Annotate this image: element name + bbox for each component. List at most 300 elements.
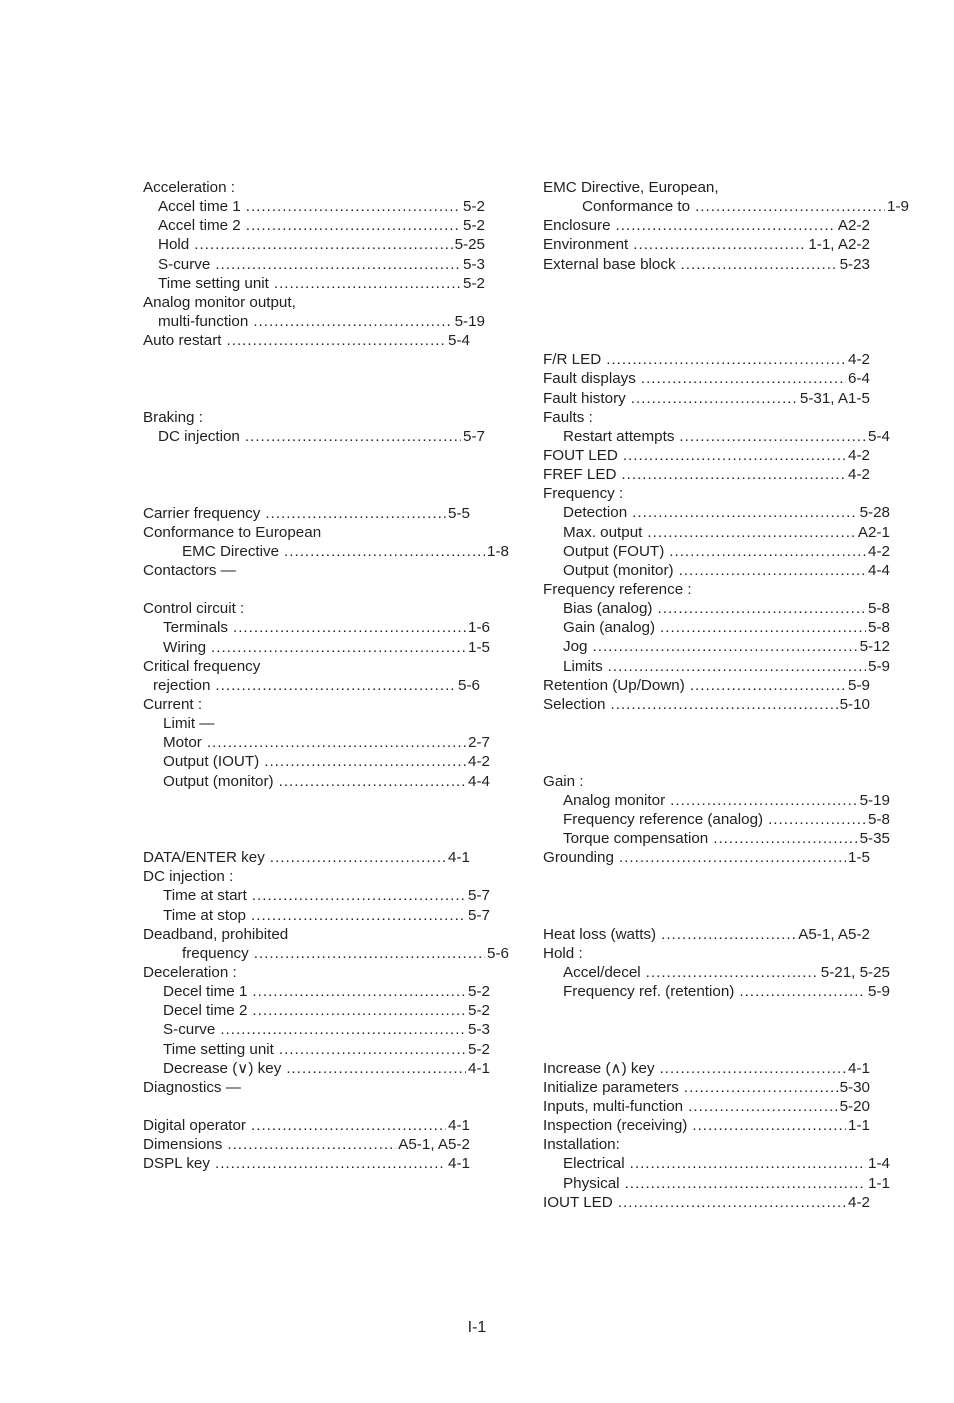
index-term: Wiring	[163, 638, 207, 656]
blank-line	[543, 331, 870, 350]
index-term: Decrease (∨) key	[163, 1059, 282, 1077]
page-reference: 5-8	[868, 810, 890, 828]
dot-leader	[695, 197, 885, 216]
dot-leader	[690, 676, 846, 695]
section-gap	[543, 1001, 870, 1059]
index-term: Deadband, prohibited	[143, 925, 289, 943]
index-entry	[143, 255, 485, 274]
index-term: Output (monitor)	[563, 561, 674, 579]
dot-leader	[768, 810, 866, 829]
index-entry	[543, 772, 870, 791]
index-entry	[543, 848, 870, 867]
dot-leader	[630, 1154, 866, 1173]
index-entry	[143, 695, 470, 714]
page-reference: 5-7	[468, 887, 490, 905]
index-term: DC injection :	[143, 868, 234, 886]
index-term: Carrier frequency	[143, 504, 261, 522]
index-entry	[543, 216, 870, 235]
page-reference: 4-1	[848, 1059, 870, 1077]
page-reference: 1-1	[848, 1117, 870, 1135]
dot-leader	[593, 637, 858, 656]
index-term: Accel/decel	[563, 964, 641, 981]
section-gap	[543, 714, 870, 772]
index-entry	[143, 504, 470, 523]
index-term: Accel time 2	[158, 217, 241, 235]
page-reference: 5-12	[859, 638, 890, 656]
index-entry	[143, 1078, 470, 1097]
index-entry	[543, 484, 870, 503]
section-gap	[543, 867, 870, 925]
index-entry	[143, 848, 470, 867]
index-entry	[543, 197, 909, 216]
index-term: Frequency reference :	[543, 581, 692, 599]
index-term: Frequency reference (analog)	[563, 810, 764, 828]
index-entry	[143, 982, 490, 1001]
page-reference: 2-7	[468, 734, 490, 752]
dot-leader	[253, 312, 452, 331]
page-reference: 5-35	[859, 829, 890, 847]
index-term: FOUT LED	[543, 447, 618, 465]
index-entry	[143, 408, 470, 427]
dot-leader	[660, 1059, 846, 1078]
page-reference: 4-1	[468, 1059, 490, 1077]
page-reference: 5-4	[868, 427, 890, 445]
index-term: Limit —	[163, 715, 215, 733]
page-reference: 5-7	[463, 427, 485, 445]
dot-leader	[608, 657, 866, 676]
index-term: Output (IOUT)	[163, 753, 260, 771]
index-term: Inspection (receiving)	[543, 1117, 688, 1135]
index-entry	[543, 982, 890, 1001]
index-entry	[543, 637, 890, 656]
index-entry	[543, 523, 890, 542]
index-term: Frequency ref. (retention)	[563, 983, 735, 1001]
dot-leader	[251, 906, 466, 925]
index-entry	[143, 561, 470, 580]
section-gap	[543, 274, 870, 332]
dot-leader	[692, 1116, 846, 1135]
page-reference: 4-2	[848, 351, 870, 369]
index-entry	[143, 216, 485, 235]
dot-leader	[215, 1154, 446, 1173]
page-reference: 5-9	[868, 983, 890, 1001]
dot-leader	[669, 542, 866, 561]
index-term: EMC Directive, European,	[543, 179, 719, 196]
index-term: Hold :	[543, 944, 583, 962]
index-term: Retention (Up/Down)	[543, 676, 685, 694]
page-reference: 5-25	[454, 236, 485, 254]
index-entry	[543, 580, 870, 599]
dot-leader	[713, 829, 857, 848]
index-entry	[143, 944, 509, 963]
page-reference: 1-6	[468, 619, 490, 637]
index-term: EMC Directive	[182, 542, 280, 560]
index-term: Increase (∧) key	[543, 1059, 655, 1077]
page-reference: 4-1	[448, 849, 470, 867]
index-entry	[543, 369, 870, 388]
index-entry	[543, 676, 870, 695]
index-term: Restart attempts	[563, 427, 675, 445]
index-entry	[543, 178, 870, 197]
index-entry	[543, 350, 870, 369]
page-reference: 5-9	[848, 676, 870, 694]
dot-leader	[265, 504, 446, 523]
index-entry	[543, 963, 890, 982]
page-reference: A5-1, A5-2	[798, 925, 870, 943]
page-reference: 5-8	[868, 619, 890, 637]
index-term: multi-function	[158, 312, 249, 330]
dot-leader	[633, 235, 806, 254]
dot-leader	[625, 1174, 866, 1193]
section-gap	[143, 791, 470, 849]
index-entry	[543, 503, 890, 522]
index-term: Faults :	[543, 408, 593, 426]
index-term: Environment	[543, 236, 629, 254]
index-entry	[143, 867, 470, 886]
page-reference: 1-8	[487, 542, 509, 560]
index-entry	[143, 1135, 470, 1154]
index-term: Physical	[563, 1174, 620, 1192]
dot-leader	[670, 791, 857, 810]
page-reference: 5-6	[458, 676, 480, 694]
index-entry	[143, 733, 490, 752]
index-entry	[543, 561, 890, 580]
index-entry	[543, 1174, 890, 1193]
index-entry	[143, 1040, 490, 1059]
index-entry	[543, 657, 890, 676]
index-entry	[143, 274, 485, 293]
dot-leader	[679, 561, 866, 580]
dot-leader	[631, 389, 798, 408]
page-reference: 5-3	[468, 1021, 490, 1039]
index-term: Frequency :	[543, 485, 624, 503]
dot-leader	[233, 618, 466, 637]
page-reference: 6-4	[848, 370, 870, 388]
page-number: I-1	[467, 1319, 487, 1336]
page-reference: 1-9	[887, 198, 909, 216]
index-entry	[543, 599, 890, 618]
dot-leader	[264, 752, 466, 771]
index-term: DC injection	[158, 427, 240, 445]
index-entry	[543, 1078, 870, 1097]
dot-leader	[623, 446, 846, 465]
index-term: Limits	[563, 657, 603, 675]
dot-leader	[684, 1078, 838, 1097]
index-term: DATA/ENTER key	[143, 849, 265, 867]
index-entry	[143, 1116, 470, 1135]
index-term: Installation:	[543, 1136, 620, 1154]
page-reference: 5-20	[839, 1098, 870, 1116]
page-reference: 5-2	[468, 1002, 490, 1020]
index-entry	[143, 523, 470, 542]
index-term: Analog monitor	[563, 791, 666, 809]
index-term: Initialize parameters	[543, 1078, 679, 1096]
dot-leader	[616, 216, 836, 235]
index-term: Time setting unit	[163, 1040, 274, 1058]
dot-leader	[632, 503, 857, 522]
index-term: IOUT LED	[543, 1193, 613, 1211]
index-entry	[143, 599, 470, 618]
index-term: Bias (analog)	[563, 600, 653, 618]
index-term: Terminals	[163, 619, 228, 637]
index-term: F/R LED	[543, 351, 602, 369]
index-entry	[143, 618, 490, 637]
index-term: Torque compensation	[563, 829, 709, 847]
index-term: Gain (analog)	[563, 619, 656, 637]
index-term: Deceleration :	[143, 964, 237, 981]
index-entry	[543, 1193, 870, 1212]
page-reference: 1-5	[468, 638, 490, 656]
dot-leader	[246, 197, 461, 216]
dot-leader	[284, 542, 485, 561]
dot-leader	[681, 255, 838, 274]
index-term: Gain :	[543, 772, 584, 790]
index-entry	[143, 1059, 490, 1078]
page-reference: 1-1	[868, 1174, 890, 1192]
page-reference: 5-31, A1-5	[799, 389, 870, 407]
index-term: Current :	[143, 695, 203, 713]
index-term: Accel time 1	[158, 198, 241, 216]
page-reference: 5-28	[859, 504, 890, 522]
index-entry	[143, 427, 485, 446]
index-entry	[543, 542, 890, 561]
page-reference: 4-2	[868, 542, 890, 560]
index-entry	[143, 197, 485, 216]
page-reference: A2-2	[837, 217, 870, 235]
dot-leader	[618, 1193, 846, 1212]
dot-leader	[660, 618, 866, 637]
index-entry	[143, 1154, 470, 1173]
dot-leader	[194, 235, 452, 254]
page-reference: 5-2	[468, 1040, 490, 1058]
index-term: rejection	[153, 676, 211, 694]
index-entry	[543, 944, 870, 963]
index-entry	[543, 465, 870, 484]
index-entry	[143, 312, 485, 331]
index-term: Time setting unit	[158, 274, 269, 292]
dot-leader	[211, 638, 466, 657]
section-gap	[143, 446, 470, 504]
page-reference: 1-1, A2-2	[808, 236, 870, 254]
dot-leader	[679, 427, 866, 446]
index-entry	[543, 235, 870, 254]
index-entry	[543, 1059, 870, 1078]
dot-leader	[739, 982, 866, 1001]
dot-leader	[215, 255, 461, 274]
index-term: Hold	[158, 236, 190, 254]
index-entry	[143, 235, 485, 254]
dot-leader	[220, 1020, 466, 1039]
page-reference: 5-2	[463, 198, 485, 216]
index-entry	[543, 389, 870, 408]
index-term: Heat loss (watts)	[543, 925, 657, 943]
index-entry	[143, 772, 490, 791]
index-term: Critical frequency	[143, 657, 261, 675]
index-term: S-curve	[163, 1021, 216, 1039]
dot-leader	[274, 274, 461, 293]
dot-leader	[661, 925, 796, 944]
dot-leader	[606, 350, 846, 369]
index-term: Conformance to European	[143, 523, 322, 541]
index-term: DSPL key	[143, 1155, 210, 1173]
index-entry	[143, 752, 490, 771]
dot-leader	[610, 695, 837, 714]
index-entry	[143, 178, 470, 197]
dot-leader	[245, 427, 461, 446]
page-reference: 1-5	[848, 849, 870, 867]
page-reference: 4-1	[448, 1155, 470, 1173]
page-reference: 5-2	[468, 983, 490, 1001]
index-term: Fault displays	[543, 370, 636, 388]
index-entry	[543, 829, 890, 848]
dot-leader	[279, 772, 466, 791]
index-column-left	[143, 178, 509, 1174]
index-term: Fault history	[543, 389, 626, 407]
index-entry	[143, 1020, 490, 1039]
index-term: Dimensions	[143, 1136, 223, 1154]
index-entry	[543, 1116, 870, 1135]
index-term: Detection	[563, 504, 628, 522]
index-term: Output (FOUT)	[563, 542, 665, 560]
index-column-right	[543, 178, 909, 1212]
index-term: Control circuit :	[143, 600, 245, 618]
index-term: Analog monitor output,	[143, 293, 296, 311]
index-entry	[543, 408, 870, 427]
page-reference: 5-3	[463, 255, 485, 273]
page-reference: 4-2	[468, 753, 490, 771]
index-term: Time at start	[163, 887, 247, 905]
page-reference: 4-2	[848, 447, 870, 465]
page-reference: 5-2	[463, 274, 485, 292]
index-entry	[543, 446, 870, 465]
page-reference: 4-2	[848, 466, 870, 484]
index-entry	[143, 676, 480, 695]
index-term: Time at stop	[163, 906, 246, 924]
index-entry	[543, 1135, 870, 1154]
blank-line	[143, 1097, 470, 1116]
page-reference: 4-4	[868, 561, 890, 579]
dot-leader	[246, 216, 461, 235]
index-term: Inputs, multi-function	[543, 1098, 684, 1116]
index-entry	[143, 925, 470, 944]
index-term: FREF LED	[543, 466, 617, 484]
index-term: Digital operator	[143, 1117, 246, 1135]
index-entry	[543, 695, 870, 714]
index-term: Motor	[163, 734, 202, 752]
page-reference: 5-19	[454, 312, 485, 330]
page-reference: 5-23	[839, 255, 870, 273]
page-reference: 1-4	[868, 1155, 890, 1173]
index-term: frequency	[182, 944, 249, 962]
index-term: Selection	[543, 695, 606, 713]
dot-leader	[227, 331, 447, 350]
page-reference: A5-1, A5-2	[398, 1136, 470, 1154]
dot-leader	[270, 848, 446, 867]
dot-leader	[254, 944, 485, 963]
page-reference: 5-7	[468, 906, 490, 924]
index-entry	[543, 925, 870, 944]
page-reference: 5-6	[487, 944, 509, 962]
index-entry	[143, 638, 490, 657]
index-term: Grounding	[543, 849, 614, 867]
page-reference: 5-30	[839, 1078, 870, 1096]
page-reference: 4-1	[448, 1117, 470, 1135]
page-reference: 5-10	[839, 695, 870, 713]
index-entry	[543, 1154, 890, 1173]
page-reference: 5-2	[463, 217, 485, 235]
page-reference: 5-5	[448, 504, 470, 522]
index-term: Enclosure	[543, 217, 611, 235]
dot-leader	[646, 963, 819, 982]
index-entry	[543, 618, 890, 637]
index-term: Output (monitor)	[163, 772, 274, 790]
index-term: S-curve	[158, 255, 211, 273]
dot-leader	[286, 1059, 466, 1078]
index-term: Conformance to	[582, 198, 691, 216]
dot-leader	[215, 676, 456, 695]
index-entry	[143, 657, 470, 676]
index-term: Contactors —	[143, 561, 236, 579]
dot-leader	[619, 848, 846, 867]
page-reference: 5-4	[448, 332, 470, 350]
blank-line	[143, 580, 470, 599]
dot-leader	[227, 1135, 396, 1154]
index-entry	[143, 331, 470, 350]
index-entry	[543, 427, 890, 446]
dot-leader	[658, 599, 867, 618]
page-reference: 5-21, 5-25	[820, 964, 890, 981]
index-term: Decel time 1	[163, 983, 248, 1001]
page-reference: 5-9	[868, 657, 890, 675]
index-term: Braking :	[143, 408, 203, 426]
page-reference: 5-8	[868, 600, 890, 618]
index-entry	[143, 906, 490, 925]
index-term: Electrical	[563, 1155, 625, 1173]
index-entry	[143, 1001, 490, 1020]
index-term: External base block	[543, 255, 676, 273]
index-entry	[143, 714, 470, 733]
dot-leader	[252, 886, 466, 905]
section-gap	[143, 350, 470, 408]
dot-leader	[252, 982, 466, 1001]
dot-leader	[621, 465, 846, 484]
index-term: Acceleration :	[143, 179, 236, 196]
dot-leader	[207, 733, 466, 752]
index-entry	[543, 1097, 870, 1116]
index-entry	[143, 963, 470, 982]
dot-leader	[688, 1097, 837, 1116]
dot-leader	[647, 523, 856, 542]
index-entry	[543, 791, 890, 810]
index-term: Diagnostics —	[143, 1078, 241, 1096]
page-reference: 4-2	[848, 1193, 870, 1211]
index-term: Max. output	[563, 523, 643, 541]
index-entry	[143, 293, 470, 312]
index-entry	[143, 886, 490, 905]
dot-leader	[641, 369, 846, 388]
index-term: Jog	[563, 638, 588, 656]
page-reference: A2-1	[857, 523, 890, 541]
dot-leader	[251, 1116, 446, 1135]
page-reference: 4-4	[468, 772, 490, 790]
dot-leader	[279, 1040, 466, 1059]
dot-leader	[252, 1001, 466, 1020]
page-reference: 5-19	[859, 791, 890, 809]
index-entry	[543, 255, 870, 274]
index-term: Auto restart	[143, 332, 222, 350]
index-term: Decel time 2	[163, 1002, 248, 1020]
index-entry	[543, 810, 890, 829]
